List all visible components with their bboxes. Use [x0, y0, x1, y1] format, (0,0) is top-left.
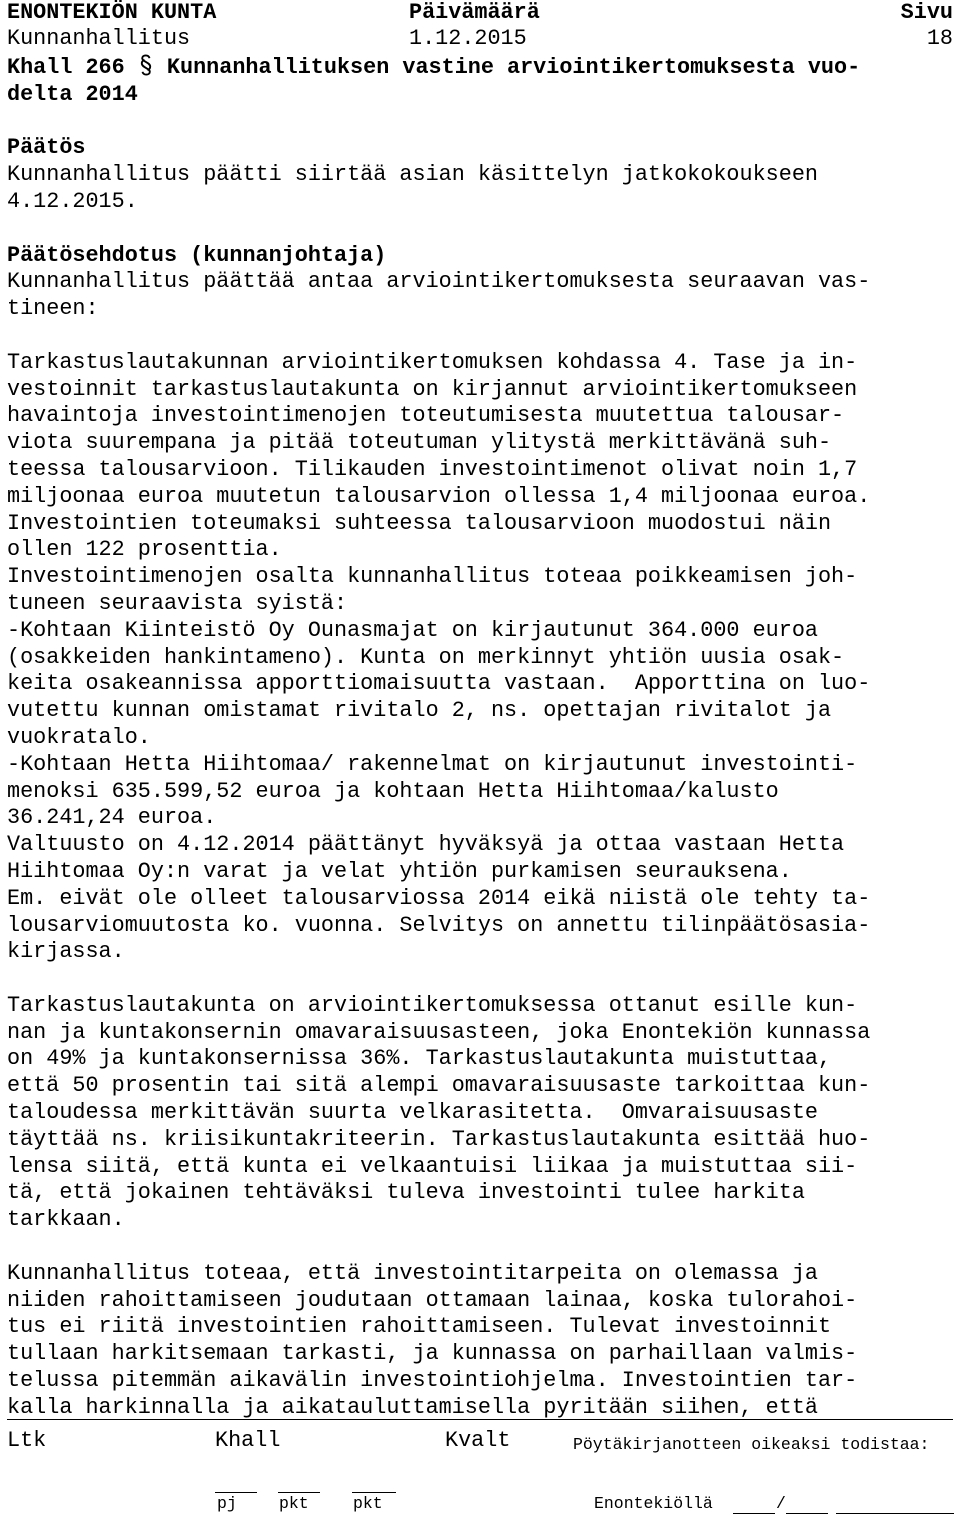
text-line: Tarkastuslautakunnan arviointikertomuksen kohdassa 4. Tase ja in-: [7, 349, 858, 375]
text-line: miljoonaa euroa muutetun talousarvion ollessa 1,4 miljoonaa euroa.: [7, 483, 871, 509]
body-name: Kunnanhallitus: [7, 26, 191, 51]
text-line: tullaan harkitsemaan tarkasti, ja kunnassa on parhaillaan valmis-: [7, 1341, 858, 1367]
title-text-1: Kunnanhallituksen vastine arviointikertomuksesta vuo-: [166, 55, 861, 80]
date-line-day: [733, 1513, 775, 1514]
header-row-1: [7, 0, 953, 26]
text-line: taloudessa merkittävän suurta velkarasitetta. Omvaraisuusaste: [7, 1100, 818, 1126]
proposal-line: tineen:: [7, 296, 99, 322]
footer-certification-note: Pöytäkirjanotteen oikeaksi todistaa:: [573, 1435, 930, 1454]
proposal-heading: Päätösehdotus (kunnanjohtaja): [7, 242, 387, 268]
decision-heading: Päätös: [7, 135, 86, 161]
decision-block: [7, 135, 953, 215]
text-line: Valtuusto on 4.12.2014 päättänyt hyväksyä ja ottaa vastaan Hetta: [7, 832, 845, 858]
header-row-2: [7, 26, 953, 52]
text-line: Investointien toteumaksi suhteessa talousarvioon muodostui näin: [7, 510, 832, 536]
text-line: lensa siitä, että kunta ei velkaantuisi liikaa ja muistuttaa sii-: [7, 1153, 858, 1179]
text-line: Investointimenojen osalta kunnanhallitus toteaa poikkeamisen joh-: [7, 564, 858, 590]
paragraph-solvency: [7, 993, 953, 1234]
proposal-line: Kunnanhallitus päättää antaa arviointikertomuksesta seuraavan vas-: [7, 269, 871, 295]
text-line: telussa pitemmän aikavälin investointiohjelma. Investointien tar-: [7, 1368, 858, 1394]
text-line: 36.241,24 euroa.: [7, 805, 217, 831]
text-line: vuokratalo.: [7, 724, 151, 750]
text-line: vestoinnit tarkastuslautakunta on kirjannut arviointikertomukseen: [7, 376, 858, 402]
text-line: keita osakeannissa apporttiomaisuutta vastaan. Apporttina on luo-: [7, 671, 871, 697]
text-line: täyttää ns. kriisikuntakriteerin. Tarkastuslautakunta esittää huo-: [7, 1126, 871, 1152]
sign-place: Enontekiöllä: [594, 1494, 713, 1513]
text-line: teessa talousarvioon. Tilikauden investointimenot olivat noin 1,7: [7, 456, 858, 482]
document-page: [7, 0, 953, 1422]
footer: [7, 1428, 953, 1458]
text-line: että 50 prosentin tai sitä alempi omavaraisuusaste tarkoittaa kun-: [7, 1073, 871, 1099]
text-line: kalla harkinnalla ja aikatauluttamisella pyritään siihen, että: [7, 1394, 818, 1420]
signature-line-pj: [215, 1492, 257, 1493]
text-line: viota suurempana ja pitää toteutuman ylitystä merkittävänä suh-: [7, 430, 832, 456]
text-line: havaintoja investointimenojen toteutumisesta muutettua talousar-: [7, 403, 845, 429]
text-line: on 49% ja kuntakonsernissa 36%. Tarkastuslautakunta muistuttaa,: [7, 1046, 832, 1072]
text-line: tä, että jokainen tehtäväksi tuleva investointi tulee harkita: [7, 1180, 805, 1206]
sign-pkt-1: pkt: [279, 1494, 309, 1513]
footer-kvalt: Kvalt: [445, 1428, 511, 1453]
signature-line-pkt2: [352, 1492, 396, 1493]
text-line: niiden rahoittamiseen joudutaan ottamaan lainaa, koska tulorahoi-: [7, 1287, 858, 1313]
meeting-date: 1.12.2015: [409, 26, 527, 51]
decision-line: 4.12.2015.: [7, 188, 138, 214]
section-sign-icon: [138, 54, 154, 76]
section-title: [7, 54, 953, 109]
text-line: tuneen seuraavista syistä:: [7, 590, 348, 616]
text-line: Hiihtomaa Oy:n varat ja velat yhtiön purkamisen seurauksena.: [7, 858, 792, 884]
text-line: -Kohtaan Hetta Hiihtomaa/ rakennelmat on kirjautunut investointi-: [7, 751, 858, 777]
text-line: vutettu kunnan omistamat rivitalo 2, ns. opettajan rivitalot ja: [7, 698, 832, 724]
text-line: Kunnanhallitus toteaa, että investointitarpeita on olemassa ja: [7, 1260, 818, 1286]
decision-line: Kunnanhallitus päätti siirtää asian käsittelyn jatkokokoukseen: [7, 162, 818, 188]
date-slash: /: [776, 1494, 786, 1513]
page-number: 18: [926, 26, 953, 51]
page-label: Sivu: [900, 0, 953, 25]
text-line: kirjassa.: [7, 939, 125, 965]
text-line: nan ja kuntakonsernin omavaraisuusasteen, joka Enontekiön kunnassa: [7, 1019, 871, 1045]
text-line: Tarkastuslautakunta on arviointikertomuksessa ottanut esille kun-: [7, 992, 858, 1018]
text-line: tarkkaan.: [7, 1207, 125, 1233]
date-line-month: [786, 1513, 828, 1514]
text-line: (osakkeiden hankintameno). Kunta on merkinnyt yhtiön uusia osak-: [7, 644, 845, 670]
title-text-2: delta 2014: [7, 81, 138, 107]
signature-line-certifier: [836, 1513, 954, 1514]
paragraph-investments: [7, 350, 953, 966]
footer-divider: [7, 1419, 953, 1420]
sign-pj: pj: [217, 1494, 237, 1513]
sign-pkt-2: pkt: [353, 1494, 383, 1513]
footer-ltk: Ltk: [7, 1428, 47, 1453]
text-line: -Kohtaan Kiinteistö Oy Ounasmajat on kirjautunut 364.000 euroa: [7, 617, 818, 643]
proposal-block: [7, 243, 953, 323]
text-line: ollen 122 prosenttia.: [7, 537, 282, 563]
org-name: ENONTEKIÖN KUNTA: [7, 0, 217, 25]
date-label: Päivämäärä: [409, 0, 540, 25]
text-line: tus ei riitä investointien rahoittamiseen. Tulevat investoinnit: [7, 1314, 832, 1340]
text-line: menoksi 635.599,52 euroa ja kohtaan Hetta Hiihtomaa/kalusto: [7, 778, 779, 804]
paragraph-response: [7, 1261, 953, 1422]
text-line: Em. eivät ole olleet talousarviossa 2014 eikä niistä ole tehty ta-: [7, 885, 871, 911]
footer-khall: Khall: [215, 1428, 281, 1453]
section-number: Khall 266: [7, 55, 125, 80]
signature-line-pkt1: [278, 1492, 320, 1493]
text-line: lousarviomuutosta ko. vuonna. Selvitys on annettu tilinpäätösasia-: [7, 912, 871, 938]
